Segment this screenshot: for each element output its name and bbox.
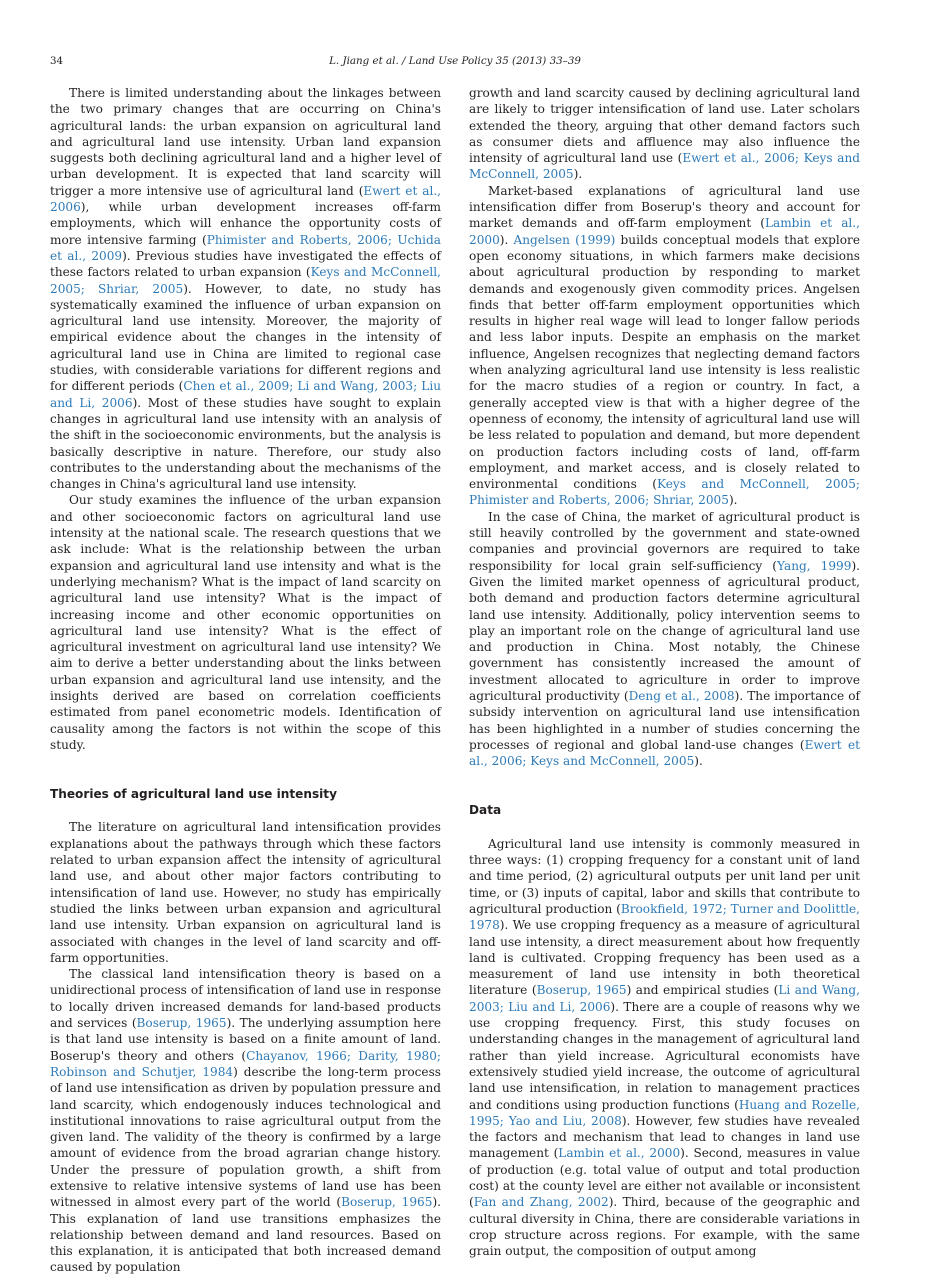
citation-link[interactable]: Angelsen (1999) <box>513 232 616 247</box>
body-text: ) and empirical studies ( <box>626 983 779 998</box>
body-text: ). Most of these studies have sought to explain changes in agricultural land use intensity with an analysis of the shift in the socioeconomic environments, but the analysis is basically descriptive in nature. Therefore, our study also contributes to the understanding about the mechanisms of the changes in China's agricultural land use intensity. <box>50 395 442 492</box>
citation-link[interactable]: Yang, 1999 <box>776 558 852 573</box>
paragraph <box>50 966 441 1276</box>
citation-link[interactable]: Chen et al., 2009; Li and Wang, 2003; Liu and Li, 2006 <box>50 379 441 410</box>
citation-link[interactable]: Deng et al., 2008 <box>628 688 735 703</box>
citation-link[interactable]: Chayanov, 1966; Darity, 1980; Robinson and Schutjer, 1984 <box>50 1048 441 1079</box>
body-text: ). Given the limited market openness of agricultural product, both demand and production factors determine agricultural land use intensity. Additionally, policy intervention seems to play an important role on the change of agricultural land use and production in China. Most notably, the Chinese government has consistently increased the amount of investment allocated to agriculture in order to improve agricultural productivity ( <box>469 558 860 703</box>
citation-link[interactable]: Brookfield, 1972; Turner and Doolittle, 1978 <box>469 901 861 933</box>
paragraph <box>469 509 860 770</box>
body-text: Our study examines the influence of the urban expansion and other socioeconomic factors on agricultural land use intensity at the national scale. The research questions that we ask include: What is the relationship between the urban expansion and agricultural land use intensity and what is the underlying mechanism? What is the impact of land scarcity on agricultural land use intensity? What is the impact of increasing income and other economic opportunities on agricultural land use intensity? What is the effect of agricultural investment on agricultural land use intensity? We aim to derive a better understanding about the links between urban expansion and agricultural land use intensity, and the insights derived are based on correlation coefficients estimated from panel econometric models. Identification of causality among the factors is not within the scope of this study. <box>50 493 441 752</box>
paragraph <box>469 85 860 183</box>
body-text: ). Third, because of the geographic and cultural diversity in China, there are considerable variations in crop structure across regions. For example, with the same grain output, the composition of output among <box>469 1195 860 1259</box>
body-text: The classical land intensification theory is based on a unidirectional process of intensification of land use in response to locally driven increased demands for land-based products and services ( <box>50 967 441 1031</box>
body-text: ). <box>499 232 514 247</box>
paragraph <box>50 85 441 492</box>
body-text: In the case of China, the market of agricultural product is still heavily controlled by the government and state-owned companies and provincial governors are required to take responsibility for local grain self-sufficiency ( <box>469 509 860 573</box>
body-text: ). The importance of subsidy intervention on agricultural land use intensification has been highlighted in a number of studies concerning the processes of regional and global land-use changes ( <box>469 688 860 752</box>
paragraph <box>469 183 860 509</box>
citation-link[interactable]: Boserup, 1965 <box>341 1195 433 1210</box>
body-text: ). This explanation of land use transitions emphasizes the relationship between demand and land resources. Based on this explanation, it is anticipated that both increased demand caused by population <box>50 1195 441 1275</box>
body-text: There is limited understanding about the linkages between the two primary changes that are occurring on China's agricultural lands: the urban expansion on agricultural land and agricultural land use intensity. Urban land expansion suggests both declining agricultural land and a higher level of urban development. It is expected that land scarcity will trigger a more intensive use of agricultural land ( <box>50 86 441 198</box>
body-text: ), while urban development increases off-farm employments, which will enhance the opportunity costs of more intensive farming ( <box>50 200 441 247</box>
paragraph <box>469 836 860 1260</box>
body-text: ). However, few studies have revealed the factors and mechanism that lead to changes in land use management ( <box>469 1113 860 1161</box>
citation-link[interactable]: Huang and Rozelle, 1995; Yao and Liu, 2008 <box>469 1097 860 1128</box>
citation-link[interactable]: Lambin et al., 2000 <box>469 216 860 247</box>
page-number: 34 <box>50 55 64 67</box>
citation-link[interactable]: Boserup, 1965 <box>536 983 627 998</box>
left-column <box>50 85 441 1276</box>
citation-link[interactable]: Li and Wang, 2003; Liu and Li, 2006 <box>469 983 860 1014</box>
paragraph <box>50 492 441 753</box>
paragraph <box>50 819 441 966</box>
body-text: ). <box>573 167 583 182</box>
body-text: Agricultural land use intensity is commonly measured in three ways: (1) cropping frequency for a constant unit of land and time period, (2) agricultural outputs per unit land per unit time, or (3) inputs of capital, labor and skills that contribute to agricultural production ( <box>469 836 860 916</box>
citation-link[interactable]: Fan and Zhang, 2002 <box>473 1195 609 1210</box>
citation-link[interactable]: Keys and McConnell, 2005; Shriar, 2005 <box>50 265 442 296</box>
citation-link[interactable]: Ewert et al., 2006; Keys and McConnell, 2005 <box>469 737 860 769</box>
citation-link[interactable]: Ewert et al., 2006; Keys and McConnell, 2005 <box>469 151 860 182</box>
body-text: The literature on agricultural land intensification provides explanations about the pathways through which these factors related to urban expansion affect the intensity of agricultural land use, and about other major factors contributing to intensification of land use. However, no study has empirically studied the links between urban expansion and agricultural land use intensity. Urban expansion on agricultural land is associated with changes in the level of land scarcity and off-farm opportunities. <box>50 820 441 965</box>
page-header <box>50 55 860 69</box>
body-text: ). Second, measures in value of production (e.g. total value of output and total production cost) at the county level are either not available or inconsistent ( <box>469 1146 860 1210</box>
citation-link[interactable]: Keys and McConnell, 2005; Phimister and Roberts, 2006; Shriar, 2005 <box>469 477 860 508</box>
citation-link[interactable]: Phimister and Roberts, 2006; Uchida et al., 2009 <box>50 232 441 263</box>
right-column <box>469 85 860 1259</box>
body-text: ). There are a couple of reasons why we use cropping frequency. First, this study focuses on understanding changes in the management of agricultural land rather than yield increase. Agricultural economists have extensively studied yield increase, the outcome of agricultural land use intensification, in relation to management practices and conditions using production functions ( <box>469 999 860 1112</box>
body-text: builds conceptual models that explore open economy situations, in which farmers make decisions about agricultural production by responding to market demands and exogenously given commodity prices. Angelsen finds that better off-farm employment opportunities which results in higher real wage will lead to longer fallow periods and less labor inputs. Despite an emphasis on the market influence, Angelsen recognizes that neglecting demand factors when analyzing agricultural land use intensity is less realistic for the macro studies of a region or country. In fact, a generally accepted view is that with a higher degree of the openness of economy, the intensity of agricultural land use will be less related to population and demand, but more dependent on production factors including costs of land, off-farm employment, and market access, and is closely related to environmental conditions ( <box>469 232 860 492</box>
body-text: ). <box>694 754 703 769</box>
section-heading-data: Data <box>469 803 502 818</box>
body-text: Market-based explanations of agricultural land use intensification differ from Boserup's theory and account for market demands and off-farm employment ( <box>469 183 860 231</box>
body-text: ). The underlying assumption here is that land use intensity is based on a finite amount of land. Boserup's theory and others ( <box>50 1016 441 1063</box>
section-heading-theories: Theories of agricultural land use intensity <box>50 787 337 802</box>
running-title: L. Jiang et al. / Land Use Policy 35 (2013) 33–39 <box>329 55 581 67</box>
body-text: ). <box>728 493 738 508</box>
body-text: ). We use cropping frequency as a measure of agricultural land use intensity, a direct measurement about how frequently land is cultivated. Cropping frequency has been used as a measurement of land use intensity in both theoretical literature ( <box>469 918 860 998</box>
body-text: ) describe the long-term process of land use intensification as driven by population pressure and land scarcity, which endogenously induces technological and institutional innovations to raise agricultural output from the given land. The validity of the theory is confirmed by a large amount of evidence from the broad agrarian change history. Under the pressure of population growth, a shift from extensive to relative intensive systems of land use has been witnessed in almost every part of the world ( <box>50 1064 441 1210</box>
body-text: growth and land scarcity caused by declining agricultural land are likely to trigger intensification of land use. Later scholars extended the theory, arguing that other demand factors such as consumer diets and affluence may also influence the intensity of agricultural land use ( <box>469 86 860 166</box>
body-text: ). However, to date, no study has systematically examined the influence of urban expansion on agricultural land use intensity. Moreover, the majority of empirical evidence about the changes in the intensity of agricultural land use in China are limited to regional case studies, with considerable variations for different regions and for different periods ( <box>50 281 441 394</box>
citation-link[interactable]: Ewert et al., 2006 <box>50 183 442 215</box>
body-text: ). Previous studies have investigated the effects of these factors related to urban expansion ( <box>50 248 441 280</box>
citation-link[interactable]: Boserup, 1965 <box>136 1016 227 1031</box>
citation-link[interactable]: Lambin et al., 2000 <box>558 1146 681 1161</box>
